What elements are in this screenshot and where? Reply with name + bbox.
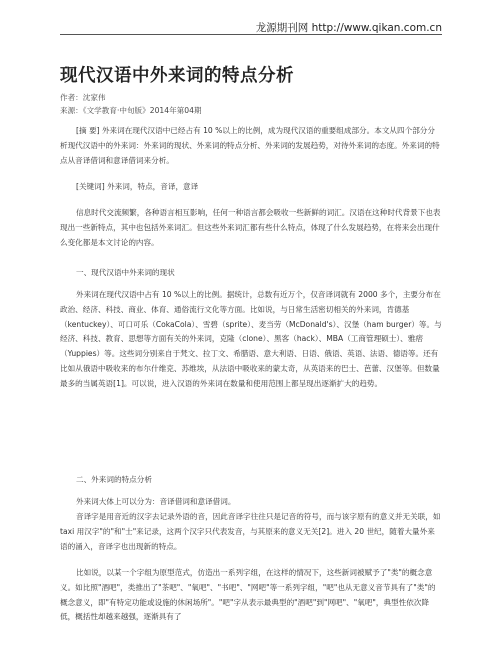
abstract-text: [摘 要] 外来词在现代汉语中已经占有 10 %以上的比例，成为现代汉语的重要组成部分。本文从四个部分分析现代汉语中的外来词：外来词的现状、外来词的特点分析、外来词的发展趋势，对待外来词的态度。外来词的特点从音译借词和意译借词来分析。 <box>60 126 440 165</box>
section2-paragraph-3: 比如说，以某一个字组为原型范式，仿造出一系列字组，在这样的情况下，这些新词被赋予了"类"的概念意义。如比照"酒吧"，类推出了"茶吧"、"氧吧"、"书吧"、"网吧"等一系列字组，"吧"也从无意义音节具有了"类"的概念意义，即"有特定功能或设施的休闲场所"。"吧"字从表示最典型的"酒吧"到"网吧"、"氧吧"，典型性依次降低，概括性却越来越强，逐渐具有了 <box>60 568 436 622</box>
section1-paragraph: 外来词在现代汉语中占有 10 %以上的比例。据统计，总数有近万个，仅音译词就有 2000 多个，主要分布在政治、经济、科技、商业、体育、通俗流行文化等方面。比如说，与日常生活密切相关的外来词，肯德基（kentuckey）、可口可乐（CokaCola）、雪碧（sprite）、麦当劳（McDonald's）、汉堡（ham burger）等。与经济、科技、教育、思想等方面有关的外来词，克隆（clone）、黑客（hack）、MBA（工商管理硕士）、雅痞（Yuppies）等。这些词分别来自于梵文、拉丁文、希腊语、意大利语、日语、俄语、英语、法语、德语等。还有比如从俄语中吸收来的布尔什维克、苏维埃，从法语中吸收来的蒙太奇，从英语来的巴士、芭蕾、汉堡等。但数量最多的当属英语[1]。可以说，进入汉语的外来词在数量和使用范围上都呈现出逐渐扩大的趋势。 <box>60 290 442 388</box>
section2-paragraph-1: 外来词大体上可以分为：音译借词和意译借词。 <box>76 497 236 506</box>
abstract <box>60 124 442 168</box>
section-heading-1: 一、现代汉语中外来词的现状 <box>76 268 175 277</box>
section2-paragraph-2: 音译字是用音近的汉字去记录外语的音，因此音译字往往只是记音的符号，而与该字原有的意义并无关联，如 taxi 用汉字"的"和"士"来记录，这两个汉字只代表发音，与其原来的意义无关[2]。进入 20 世纪，随着大量外来语的涌入，音译字也出现新的特点。 <box>60 512 441 551</box>
intro-paragraph: 信息时代交流频繁，各种语言相互影响，任何一种语言都会吸收一些新鲜的词汇。汉语在这种时代背景下也表现出一些新特点，其中也包括外来词汇。但这些外来词汇都有些什么特点，体现了什么发展趋势，在将来会出现什么变化都是本文讨论的内容。 <box>60 208 441 247</box>
article-source: 来源：《文学教育·中旬版》2014年第04期 <box>60 106 202 115</box>
keywords-text: [关键词] 外来词，特点，音译，意译 <box>76 182 199 191</box>
section-heading-2: 二、外来词的特点分析 <box>76 475 152 484</box>
keywords <box>60 180 442 195</box>
article-author: 作者：沈家伟 <box>60 93 106 102</box>
article-title: 现代汉语中外来词的特点分析 <box>60 66 294 86</box>
journal-site-header: 龙源期刊网 http://www.qikan.com.cn <box>255 22 442 34</box>
header-divider <box>60 34 442 35</box>
